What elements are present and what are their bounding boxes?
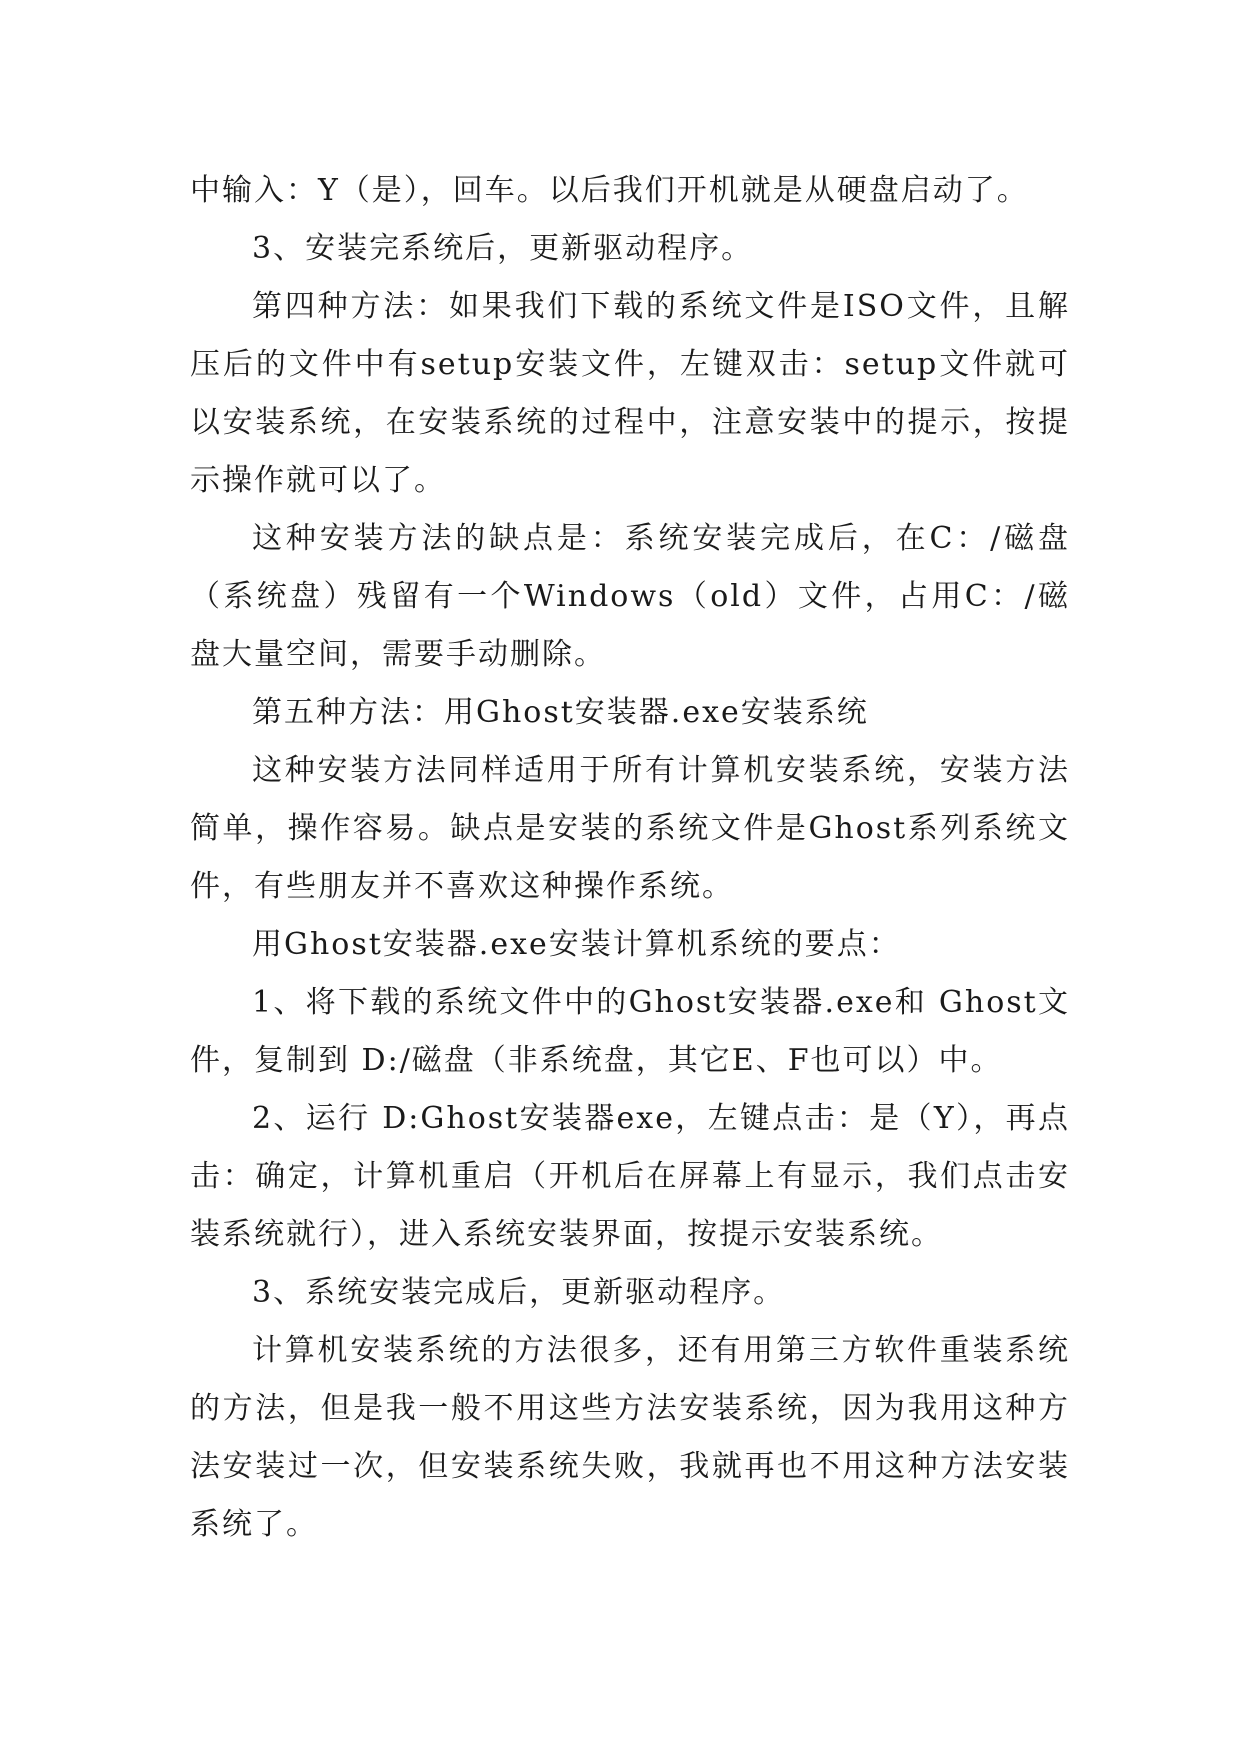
paragraph-method-4: 第四种方法：如果我们下载的系统文件是ISO文件，且解压后的文件中有setup安装文件，左键双击：setup文件就可以安装系统，在安装系统的过程中，注意安装中的提示，按提示操作就可以了。 xyxy=(190,289,1070,498)
paragraph-method-5-description: 这种安装方法同样适用于所有计算机安装系统，安装方法简单，操作容易。缺点是安装的系统文件是Ghost系列系统文件，有些朋友并不喜欢这种操作系统。 xyxy=(190,753,1070,904)
document-body xyxy=(190,162,1070,1554)
paragraph-method-4-drawback: 这种安装方法的缺点是：系统安装完成后，在C：/磁盘（系统盘）残留有一个Windows（old）文件，占用C：/磁盘大量空间，需要手动删除。 xyxy=(190,521,1070,672)
paragraph-step-1-copy: 1、将下载的系统文件中的Ghost安装器.exe和 Ghost文件，复制到 D:/磁盘（非系统盘，其它E、F也可以）中。 xyxy=(190,985,1070,1078)
paragraph-continuation: 中输入：Y（是），回车。以后我们开机就是从硬盘启动了。 xyxy=(190,173,1029,208)
paragraph-conclusion: 计算机安装系统的方法很多，还有用第三方软件重装系统的方法，但是我一般不用这些方法安装系统，因为我用这种方法安装过一次，但安装系统失败，我就再也不用这种方法安装系统了。 xyxy=(190,1333,1070,1542)
paragraph-method-5-key-points: 用Ghost安装器.exe安装计算机系统的要点： xyxy=(252,927,901,962)
paragraph-method-5-heading: 第五种方法：用Ghost安装器.exe安装系统 xyxy=(252,695,869,730)
paragraph-step-2-run: 2、运行 D:Ghost安装器exe，左键点击：是（Y），再点击：确定，计算机重启（开机后在屏幕上有显示，我们点击安装系统就行），进入系统安装界面，按提示安装系统。 xyxy=(190,1101,1070,1252)
paragraph-step-3-update: 3、系统安装完成后，更新驱动程序。 xyxy=(252,1275,786,1310)
paragraph-step-3-driver-update: 3、安装完系统后，更新驱动程序。 xyxy=(252,231,754,266)
